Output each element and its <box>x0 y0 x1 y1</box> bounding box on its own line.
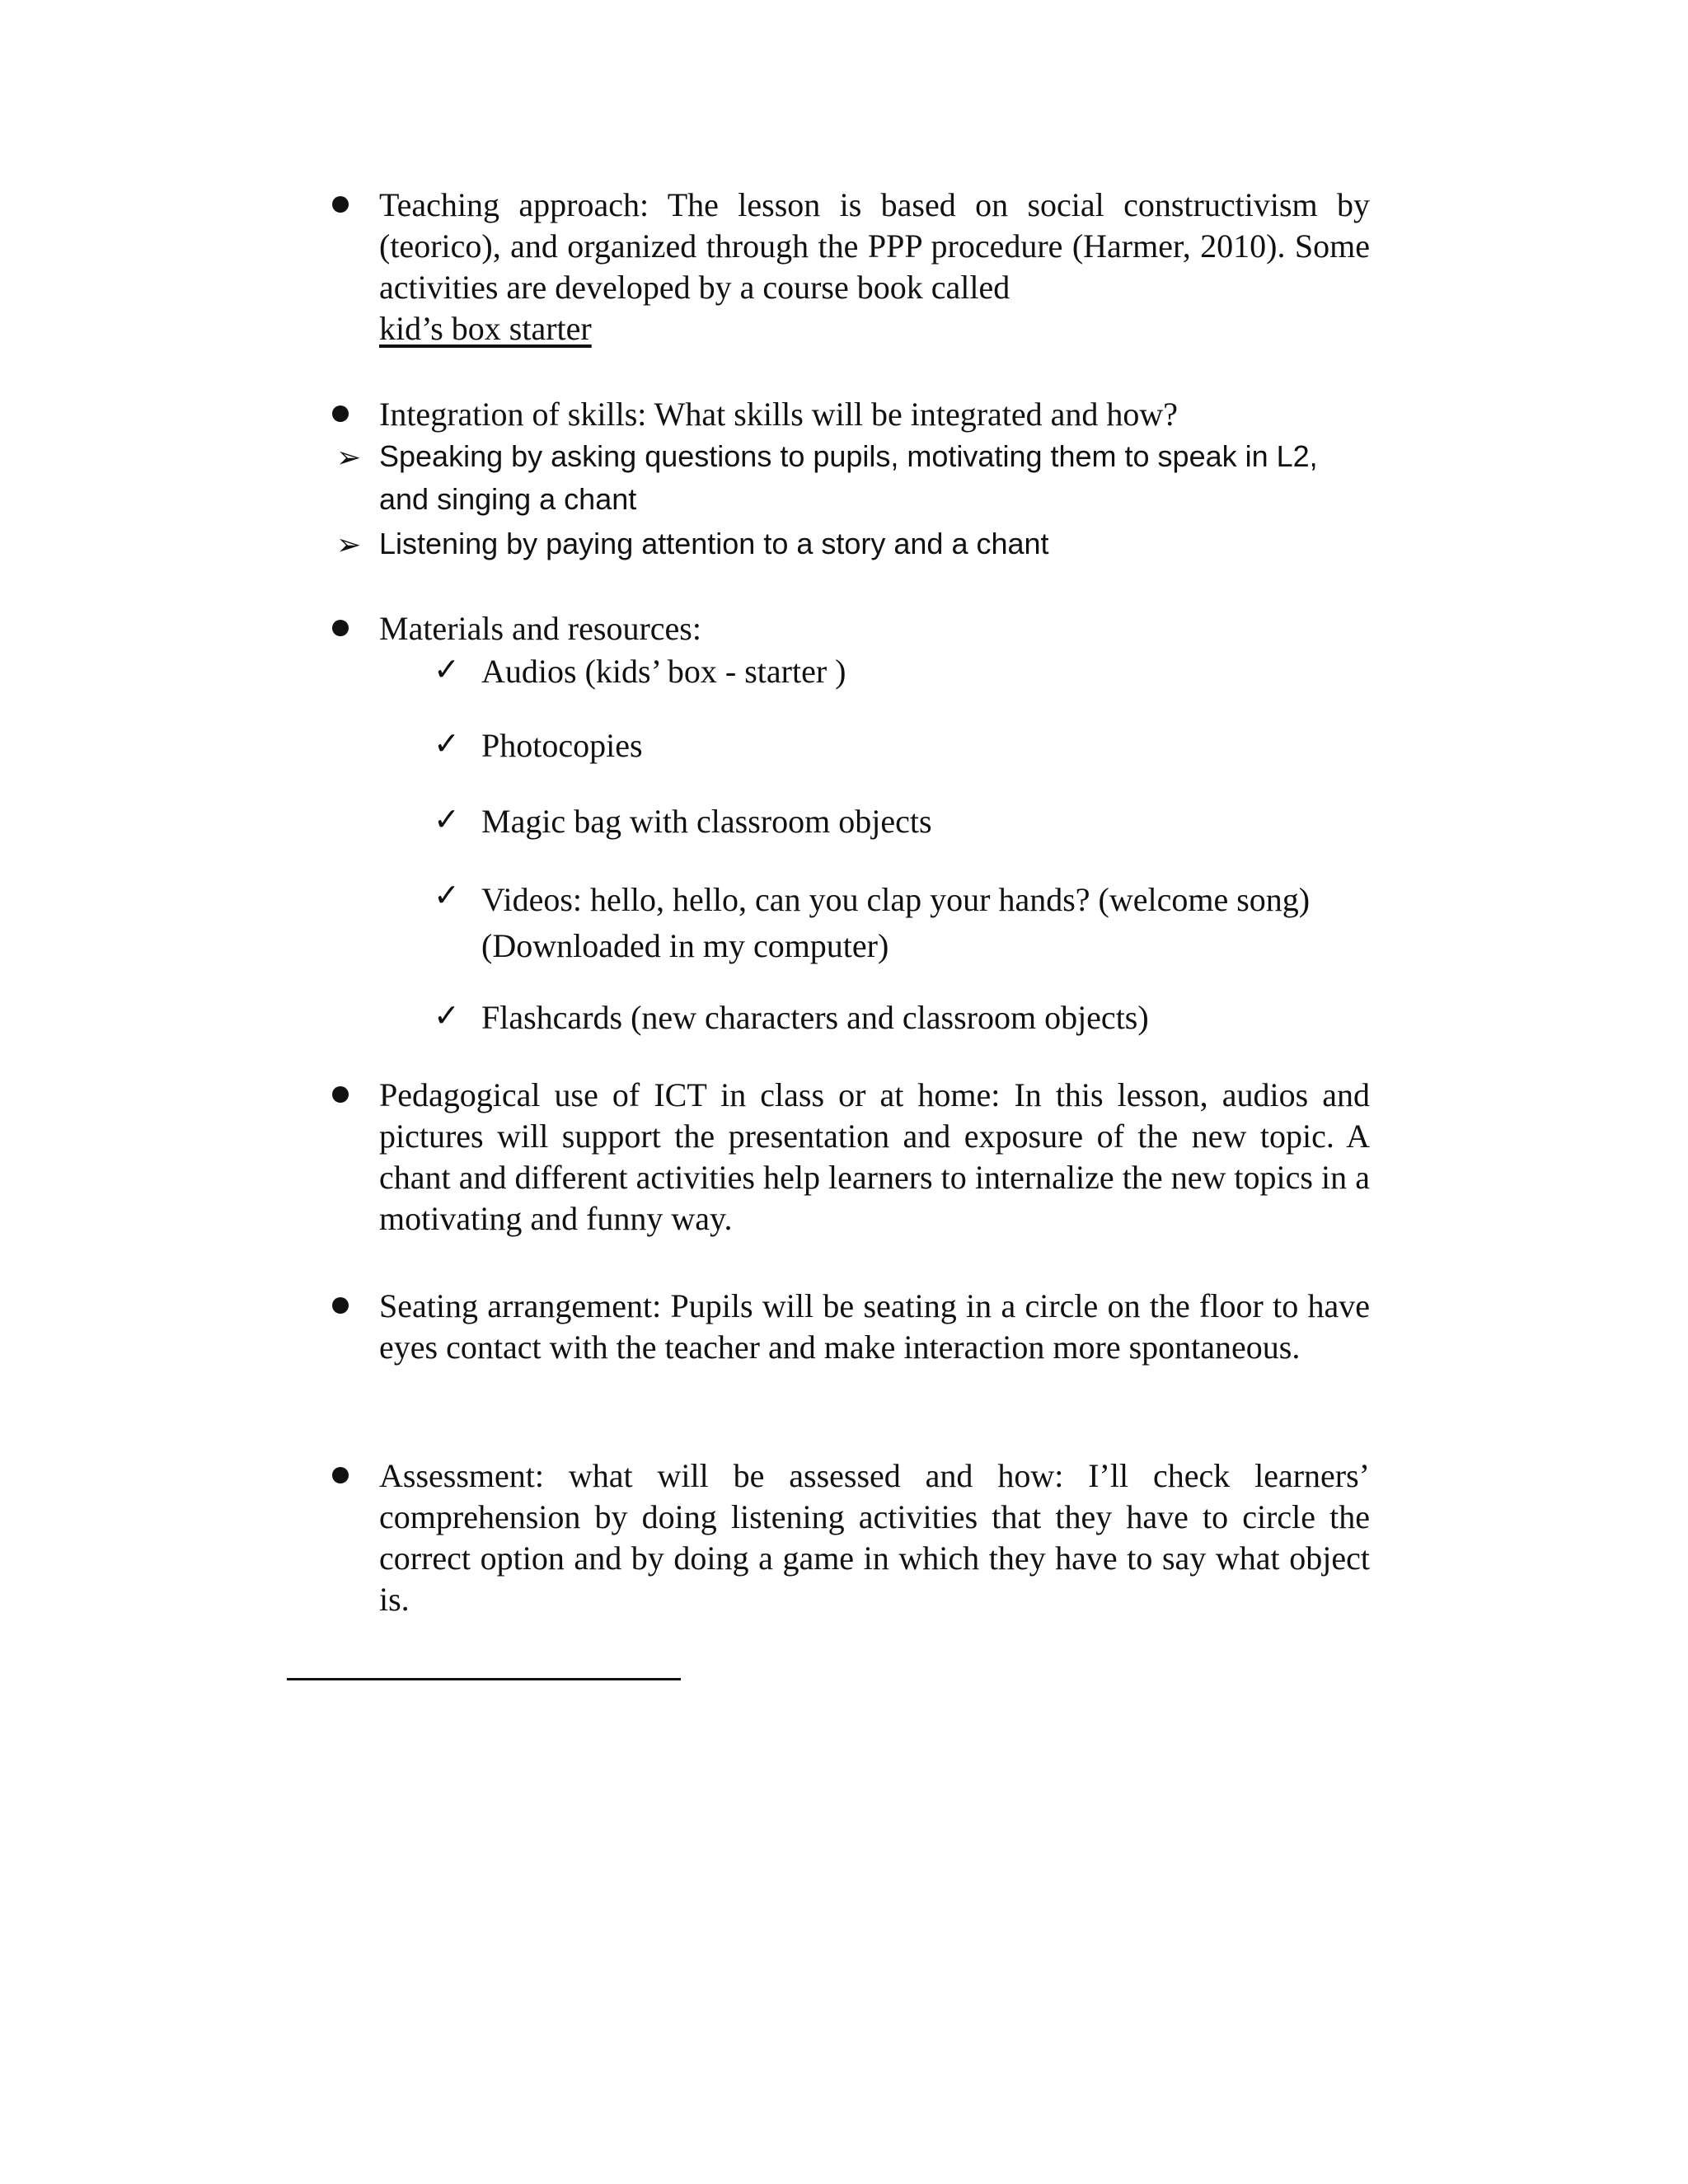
bullet-dot <box>332 1467 349 1483</box>
teaching-approach-text: Teaching approach: The lesson is based on social constructivism by (teorico), and organized through the PPP procedure (Harmer, 2010). Some activities are developed by a course book called <box>379 186 1370 306</box>
course-book-title: kid’s box starter <box>379 310 592 347</box>
integration-heading: Integration of skills: What skills will be integrated and how? <box>379 396 1179 433</box>
arrow-bullet-icon: ➢ <box>336 528 362 562</box>
checkmark-icon: ✓ <box>434 877 460 913</box>
materials-item-photocopies: Photocopies <box>481 727 643 764</box>
materials-item-flashcards: Flashcards (new characters and classroom objects) <box>481 999 1149 1036</box>
bullet-dot <box>332 405 349 422</box>
materials-item-magic-bag: Magic bag with classroom objects <box>481 803 932 840</box>
bullet-dot <box>332 620 349 636</box>
materials-item-videos: Videos: hello, hello, can you clap your hands? (welcome song) (Downloaded in my computer) <box>481 881 1311 964</box>
assessment-paragraph: Assessment: what will be assessed and how: I’ll check learners’ comprehension by doing listening activities that they have to circle the correct option and by doing a game in which they have to say what object is. <box>379 1457 1370 1618</box>
materials-heading: Materials and resources: <box>379 610 701 647</box>
seating-paragraph: Seating arrangement: Pupils will be seating in a circle on the floor to have eyes contact with the teacher and make interaction more spontaneous. <box>379 1287 1370 1366</box>
arrow-bullet-icon: ➢ <box>336 441 362 475</box>
checkmark-icon: ✓ <box>434 651 460 687</box>
checkmark-icon: ✓ <box>434 997 460 1033</box>
checkmark-icon: ✓ <box>434 801 460 837</box>
bullet-dot <box>332 1297 349 1314</box>
checkmark-icon: ✓ <box>434 725 460 762</box>
ict-paragraph: Pedagogical use of ICT in class or at home: In this lesson, audios and pictures will support the presentation and exposure of the new topic. A chant and different activities help learners to internalize the new topics in a motivating and funny way. <box>379 1076 1370 1237</box>
teaching-approach-paragraph <box>379 185 1370 349</box>
footnote-separator <box>287 1678 681 1680</box>
integration-item-speaking: Speaking by asking questions to pupils, motivating them to speak in L2, and singing a chant <box>379 439 1318 516</box>
bullet-dot <box>332 1086 349 1103</box>
materials-item-audios: Audios (kids’ box - starter ) <box>481 653 846 690</box>
bullet-dot <box>332 196 349 213</box>
integration-item-listening: Listening by paying attention to a story and a chant <box>379 527 1049 560</box>
